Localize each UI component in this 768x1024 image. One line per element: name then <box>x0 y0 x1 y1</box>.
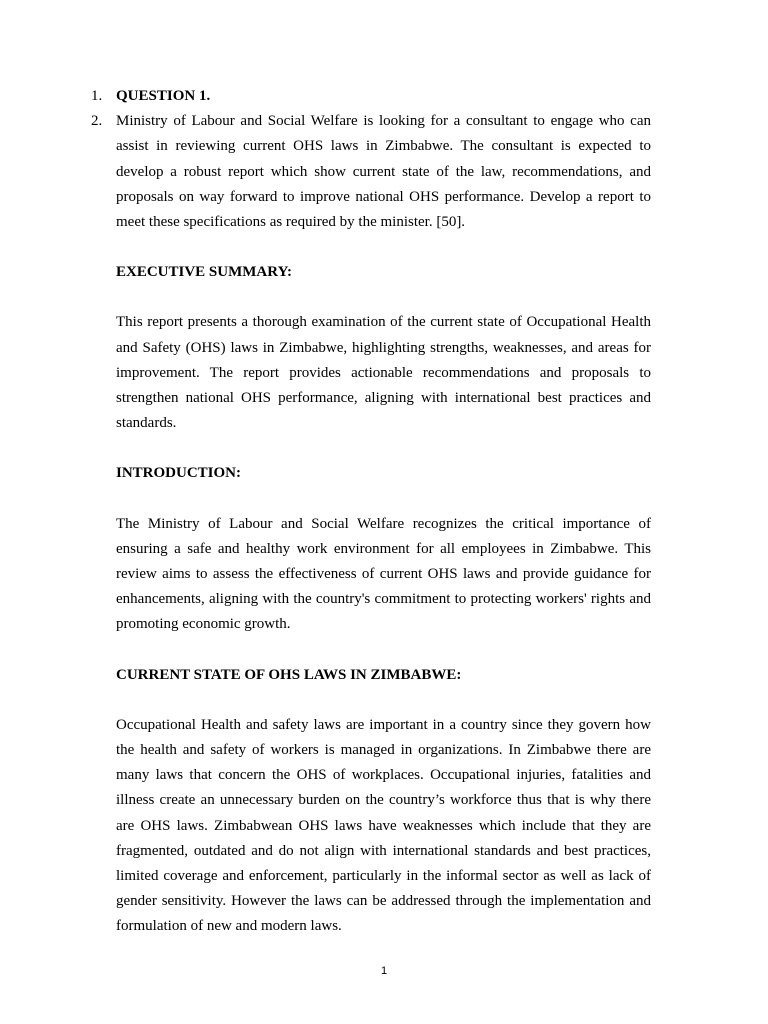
question-item-1 <box>91 84 651 109</box>
introduction-heading: INTRODUCTION: <box>116 465 242 482</box>
question-item-2 <box>91 109 651 235</box>
executive-summary-heading: EXECUTIVE SUMMARY: <box>116 264 293 281</box>
list-number: 2. <box>91 113 103 130</box>
list-number: 1. <box>91 88 103 104</box>
question-heading: QUESTION 1. <box>116 88 211 104</box>
introduction-paragraph: The Ministry of Labour and Social Welfare recognizes the critical importance of ensuring a safe and healthy work environment for all employees in Zimbabwe. This review aims to assess the effectiveness of current OHS laws and provide guidance for enhancements, aligning with the country's commitment to protecting workers' rights and promoting economic growth. <box>116 515 651 633</box>
executive-summary-paragraph: This report presents a thorough examination of the current state of Occupational Health and Safety (OHS) laws in Zimbabwe, highlighting strengths, weaknesses, and areas for improvement. The report provides actionable recommendations and proposals to strengthen national OHS performance, aligning with international best practices and standards. <box>116 314 651 432</box>
current-state-heading: CURRENT STATE OF OHS LAWS IN ZIMBABWE: <box>116 666 462 683</box>
document-body <box>91 84 651 940</box>
current-state-paragraph: Occupational Health and safety laws are important in a country since they govern how the health and safety of workers is managed in organizations. In Zimbabwe there are many laws that concern the OHS of workplaces. Occupational injuries, fatalities and illness create an unnecessary burden on the country’s workforce thus that is why there are OHS laws. Zimbabwean OHS laws have weaknesses which include that they are fragmented, outdated and do not align with international standards and best practices, limited coverage and enforcement, particularly in the informal sector as well as lack of gender sensitivity. However the laws can be addressed through the implementation and formulation of new and modern laws. <box>116 716 651 935</box>
question-text: Ministry of Labour and Social Welfare is looking for a consultant to engage who can assist in reviewing current OHS laws in Zimbabwe. The consultant is expected to develop a robust report which show current state of the law, recommendations, and proposals on way forward to improve national OHS performance. Develop a report to meet these specifications as required by the minister. [50]. <box>116 113 651 231</box>
page-number: 1 <box>380 965 388 977</box>
